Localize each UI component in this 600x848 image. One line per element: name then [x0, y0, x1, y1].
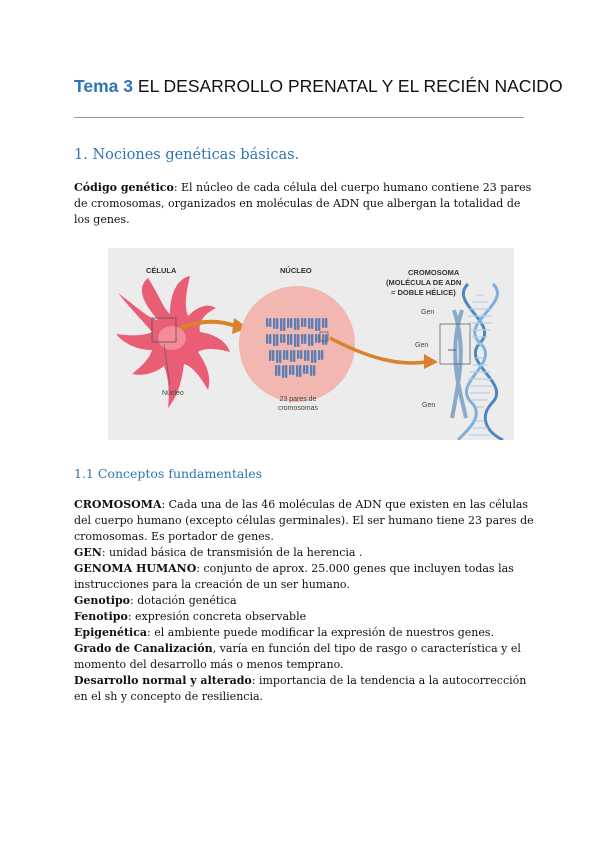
definition-term: Grado de Canalización	[74, 642, 213, 655]
chromosome-mark	[278, 365, 280, 376]
chromosome-mark	[289, 365, 291, 375]
definition-text: : Cada una de las 46 moléculas de ADN que existen en las células del cuerpo humano (excepto células germinales). El ser humano tiene 23 pares de cromosomas. Es portador de genes.	[74, 498, 534, 543]
chromosome-mark	[273, 334, 275, 346]
section-heading-1-1: 1.1 Conceptos fundamentales	[74, 466, 263, 481]
chromosome-mark	[297, 318, 299, 330]
cell-illustration	[116, 276, 230, 408]
chromosome-mark	[313, 365, 315, 376]
definition-item	[74, 497, 536, 545]
title-text: EL DESARROLLO PRENATAL Y EL RECIÉN NACIDO	[137, 76, 563, 96]
definition-term: GENOMA HUMANO	[74, 562, 197, 575]
genetic-code-term: Código genético	[74, 181, 174, 194]
definition-item	[74, 561, 536, 593]
chromosome-mark	[266, 318, 268, 327]
definition-item	[74, 545, 536, 561]
label-gen-1: Gen	[421, 309, 435, 316]
chromosome-mark	[283, 350, 285, 360]
genetics-figure	[108, 248, 514, 440]
definition-text: : dotación genética	[130, 594, 237, 607]
chromosome-mark	[269, 318, 271, 327]
definitions-list	[74, 497, 536, 705]
chromosome-mark	[318, 350, 320, 360]
definition-term: Desarrollo normal y alterado	[74, 674, 252, 687]
chromosome-mark	[286, 350, 288, 360]
chromosome-mark	[280, 318, 282, 331]
page-title	[74, 76, 563, 97]
definition-term: Fenotipo	[74, 610, 128, 623]
chromosome-mark	[283, 318, 285, 331]
chromosome-mark	[283, 334, 285, 343]
chromosome-mark	[297, 350, 299, 359]
definition-text: : conjunto de aprox. 25.000 genes que incluyen todas las instrucciones para la creación de un ser humano.	[74, 562, 514, 591]
chromosome-mark	[297, 334, 299, 347]
definition-item	[74, 609, 536, 625]
chromosome-mark	[315, 318, 317, 331]
chromosome-mark	[296, 365, 298, 377]
arrow-head-2	[424, 354, 438, 369]
label-cromosoma: CROMOSOMA	[408, 268, 460, 277]
label-pares-2: cromosomas	[277, 405, 319, 412]
label-nucleo-small: Núcleo	[162, 390, 184, 397]
definition-term: GEN	[74, 546, 102, 559]
label-celula: CÉLULA	[146, 266, 177, 275]
label-pares-1: 23 pares de	[279, 396, 317, 403]
chromosome-mark	[308, 334, 310, 346]
chromosome-mark	[301, 334, 303, 344]
chromosome-mark	[325, 334, 327, 345]
chromosome-mark	[285, 365, 287, 378]
chromosome-mark	[321, 350, 323, 360]
chromosome-mark	[311, 318, 313, 329]
chromosome-mark	[325, 318, 327, 328]
chromosome-mark	[301, 318, 303, 327]
genetic-code-text: : El núcleo de cada célula del cuerpo humano contiene 23 pares de cromosomas, organizados en moléculas de ADN que albergan la totalidad de los genes.	[74, 181, 532, 226]
chromosome-mark	[311, 334, 313, 346]
chromosome-mark	[294, 334, 296, 347]
label-gen-2: Gen	[415, 342, 429, 349]
chromosome-mark	[290, 350, 292, 362]
chromosome-mark	[304, 350, 306, 361]
chromosome-mark	[315, 334, 317, 343]
definition-term: Genotipo	[74, 594, 131, 607]
chromosome-mark	[311, 350, 313, 363]
chromosome-mark	[290, 334, 292, 345]
chromosome-mark	[275, 365, 277, 376]
chromosome-mark	[287, 318, 289, 328]
chromosome-mark	[276, 318, 278, 329]
chromosome-mark	[266, 334, 268, 344]
chromosome-mark	[269, 350, 271, 361]
chromosome-mark	[276, 334, 278, 346]
chromosome-mark	[280, 334, 282, 343]
definition-text: : importancia de la tendencia a la autocorrección en el sh y concepto de resiliencia.	[74, 674, 527, 703]
title-divider	[74, 117, 524, 118]
chromosome-mark	[322, 318, 324, 328]
definition-text: : expresión concreta observable	[127, 610, 307, 623]
chromosome-mark	[310, 365, 312, 376]
chromosome-mark	[314, 350, 316, 363]
label-molecula: (MOLÉCULA DE ADN	[386, 278, 462, 287]
chromosome-mark	[294, 318, 296, 330]
definition-item	[74, 673, 536, 705]
chromosome-mark	[293, 350, 295, 362]
chromosome-mark	[304, 318, 306, 327]
label-gen-3: Gen	[422, 402, 436, 409]
chromosome-mark	[303, 365, 305, 374]
chromosome-mark	[276, 350, 278, 363]
chromosome-mark	[300, 350, 302, 359]
chromosome-mark	[299, 365, 301, 377]
section-heading-1: 1. Nociones genéticas básicas.	[74, 147, 300, 163]
definition-item	[74, 625, 536, 641]
label-helice: = DOBLE HÉLICE)	[391, 288, 456, 297]
definition-item	[74, 641, 536, 673]
chromosome-mark	[307, 350, 309, 361]
chromosome-mark	[273, 318, 275, 329]
chromosome-mark	[306, 365, 308, 374]
chromosome-mark	[272, 350, 274, 361]
nucleus-illustration	[239, 286, 355, 402]
chromosome-mark	[290, 318, 292, 328]
definition-term: Epigenética	[74, 626, 148, 639]
chromosome-mark	[304, 334, 306, 344]
chromosome-illustration	[440, 310, 470, 418]
definition-text: : el ambiente puede modificar la expresión de nuestros genes.	[147, 626, 494, 639]
definition-text: : unidad básica de transmisión de la herencia .	[101, 546, 363, 559]
chromosome-mark	[322, 334, 324, 345]
chromosome-mark	[282, 365, 284, 378]
genetic-code-paragraph	[74, 180, 534, 228]
chromosome-mark	[269, 334, 271, 344]
chromosome-mark	[308, 318, 310, 329]
chromosome-mark	[279, 350, 281, 363]
definition-term: CROMOSOMA	[74, 498, 162, 511]
chromosome-mark	[292, 365, 294, 375]
label-nucleo: NÚCLEO	[280, 266, 312, 275]
chromosome-mark	[287, 334, 289, 345]
definition-text: , varía en función del tipo de rasgo o característica y el momento del desarrollo más o menos temprano.	[74, 642, 521, 671]
definition-item	[74, 593, 536, 609]
chromosome-mark	[318, 318, 320, 331]
title-number: Tema 3	[74, 76, 134, 96]
